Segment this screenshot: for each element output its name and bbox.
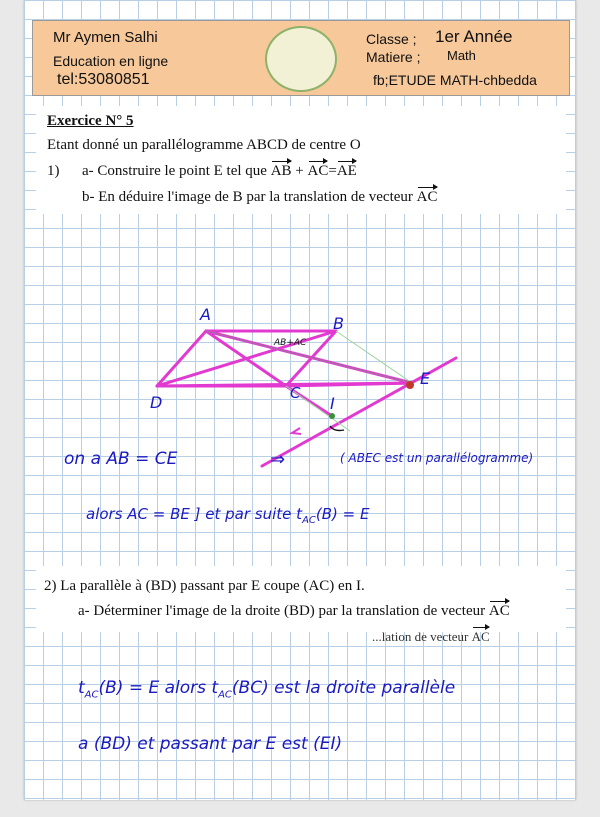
facebook-page: fb;ETUDE MATH-chbedda	[373, 72, 537, 88]
hand-line3-b-sub: AC	[218, 689, 232, 701]
hand-line3	[78, 678, 455, 700]
matiere-value: Math	[447, 48, 476, 63]
exercise-title: Exercice N° 5	[47, 113, 134, 129]
header-subtitle: Education en ligne	[53, 53, 169, 69]
hand-line2-text: alors AC = BE ] et par suite t	[86, 505, 303, 523]
hand-line3-c: (BC) est la droite parallèle	[231, 678, 456, 698]
hand-line3-a: t	[78, 678, 85, 698]
hand-arrow: ⇒	[270, 449, 286, 470]
point-e	[406, 381, 414, 389]
vector-ac: AC	[307, 163, 329, 179]
q1a-plus: +	[295, 163, 304, 179]
q1-number: 1)	[47, 163, 60, 179]
cut-text: ...lation de vecteur	[372, 629, 469, 644]
point-label-e: E	[420, 369, 431, 388]
classe-value: 1er Année	[435, 27, 513, 46]
phone-number: tel:53080851	[57, 71, 150, 88]
hand-line3-b: (B) = E alors t	[98, 678, 219, 698]
q1a-equals: =	[328, 163, 337, 179]
hand-paren: ( ABEC est un parallélogramme)	[340, 451, 534, 465]
vector-ae: AE	[336, 163, 357, 179]
point-label-i: I	[330, 394, 335, 413]
q1b-vector: AC	[416, 189, 438, 205]
q2-text: 2) La parallèle à (BD) passant par E coupe (AC) en I.	[44, 578, 365, 594]
q2a-prefix: a- Déterminer l'image de la droite (BD) par la translation de vecteur	[78, 603, 486, 619]
point-i	[329, 413, 335, 419]
arrow-on-line	[292, 428, 301, 434]
matiere-label: Matiere ;	[366, 49, 421, 65]
q1b-prefix: b- En déduire l'image de B par la translation de vecteur	[82, 189, 413, 205]
line-be	[336, 331, 412, 383]
q2a-vector: AC	[488, 603, 510, 619]
point-label-c: C	[290, 384, 301, 402]
vector-ab: AB	[270, 163, 292, 179]
hand-line2-sub: AC	[302, 515, 316, 526]
segment-d-parallel	[157, 383, 412, 386]
hand-line1: on a AB = CE	[64, 449, 178, 469]
classe-label: Classe ;	[366, 31, 417, 47]
hand-line2-end: (B) = E	[315, 505, 370, 523]
vector-sum-label: AB+AC	[274, 338, 307, 348]
teacher-name: Mr Aymen Salhi	[53, 29, 158, 46]
point-label-d: D	[150, 393, 163, 412]
point-label-b: B	[333, 314, 344, 333]
exercise-statement: Etant donné un parallélogramme ABCD de centre O	[47, 137, 361, 153]
cut-vector: AC	[471, 629, 490, 644]
hand-line3-a-sub: AC	[84, 689, 99, 701]
q1a-prefix: a- Construire le point E tel que	[82, 163, 267, 179]
hand-line2	[86, 505, 369, 526]
point-label-a: A	[200, 305, 211, 324]
hand-line4: a (BD) et passant par E est (EI)	[78, 734, 343, 754]
